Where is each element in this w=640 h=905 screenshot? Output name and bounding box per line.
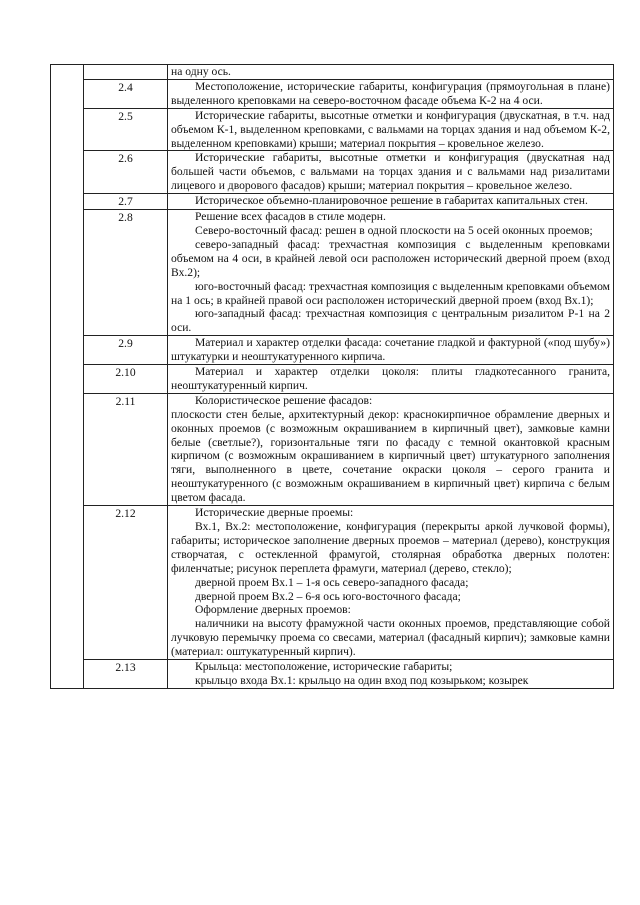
item-paragraph: Крыльца: местоположение, исторические габариты; <box>195 660 453 674</box>
item-paragraph: Материал и характер отделки фасада: сочетание гладкой и фактурной («под шубу») штукатурки и неоштукатуренного кирпича. <box>171 336 610 364</box>
item-description <box>168 194 614 210</box>
item-paragraph: Колористическое решение фасадов: <box>195 393 373 407</box>
item-number: 2.9 <box>84 336 168 365</box>
item-paragraph: Исторические габариты, высотные отметки и конфигурация (двускатная, в т.ч. над объемом К-1, выделенном креповками, с вальмами на торцах здания и над объемом К-2, выделенном креповками) крыши; материал покрытия – кровельное железо. <box>171 108 610 150</box>
item-paragraph: Исторические дверные проемы: <box>195 506 354 520</box>
item-description <box>168 336 614 365</box>
item-paragraph: Решение всех фасадов в стиле модерн. <box>195 210 386 224</box>
item-paragraph: юго-западный фасад: трехчастная композиция с центральным ризалитом Р-1 на 2 оси. <box>171 307 610 335</box>
table-row <box>51 393 614 505</box>
item-number: 2.7 <box>84 194 168 210</box>
table-row <box>51 151 614 194</box>
item-description <box>168 365 614 394</box>
item-paragraph: дверной проем Вх.1 – 1-я ось северо-западного фасада; <box>195 575 469 589</box>
table-row <box>51 660 614 689</box>
table-row <box>51 336 614 365</box>
item-paragraph: Историческое объемно-планировочное решение в габаритах капитальных стен. <box>195 194 588 208</box>
item-description <box>168 660 614 689</box>
item-paragraph: северо-западный фасад: трехчастная композиция с выделенным креповками объемом на 4 оси, в крайней левой оси расположен исторический дверной проем (вход Вх.2); <box>171 237 610 279</box>
item-number: 2.10 <box>84 365 168 394</box>
table-row <box>51 210 614 336</box>
item-number: 2.6 <box>84 151 168 194</box>
item-paragraph: Оформление дверных проемов: <box>195 603 351 617</box>
item-description <box>168 506 614 660</box>
item-paragraph: Местоположение, исторические габариты, конфигурация (прямоугольная в плане) выделенного креповками на северо-восточном фасаде объема К-2 на 4 оси. <box>171 79 610 107</box>
item-paragraph: плоскости стен белые, архитектурный декор: краснокирпичное обрамление дверных и оконных проемов (с возможным окрашиванием в кирпичный цвет), замковые камни белые (светлые?), горизонтальные тяги по фасаду с темной окантовкой красным кирпичом (с возможным окрашиванием в кирпичный цвет) штукатурного заполнения тяги, выполненного в цвете, сочетание окраски цоколя – серого гранита и неоштукатуренного (с возможным окрашиванием в кирпичный цвет) кирпича с белым цветом фасада. <box>171 407 610 505</box>
item-description <box>168 393 614 505</box>
table-row <box>51 194 614 210</box>
item-paragraph: дверной проем Вх.2 – 6-я ось юго-восточного фасада; <box>195 589 461 603</box>
item-number: 2.11 <box>84 393 168 505</box>
item-number: 2.13 <box>84 660 168 689</box>
item-description <box>168 210 614 336</box>
item-number <box>84 65 168 80</box>
item-number: 2.8 <box>84 210 168 336</box>
item-paragraph: Материал и характер отделки цоколя: плиты гладкотесанного гранита, неоштукатуренный кирпич. <box>171 365 610 392</box>
item-paragraph: Вх.1, Вх.2: местоположение, конфигурация (перекрыты аркой лучковой формы), габариты; историческое заполнение дверных проемов – материал (дерево), конструкция створчатая, с остекленной фрамугой, столярная обработка дверных полотен: филенчатые; рисунок переплета фрамуги, материал (дерево, стекло); <box>171 520 610 575</box>
item-description <box>168 65 614 80</box>
item-paragraph: Исторические габариты, высотные отметки и конфигурация (двускатная над большей части объемов, с вальмами на торцах здания и с вальмами над ризалитами лицевого и дворового фасадов) крыши; материал покрытия – кровельное железо. <box>171 151 610 193</box>
item-paragraph: на одну ось. <box>171 65 231 78</box>
item-number: 2.12 <box>84 506 168 660</box>
document-table <box>50 64 614 689</box>
item-paragraph: юго-восточный фасад: трехчастная композиция с выделенным креповками объемом на 1 ось; в крайней правой оси расположен исторический дверной проем (вход Вх.1); <box>171 279 610 307</box>
item-description <box>168 108 614 151</box>
table-row <box>51 79 614 108</box>
item-description <box>168 79 614 108</box>
item-paragraph: наличники на высоту фрамужной части оконных проемов, представляющие собой лучковую перемычку проема со свесами, материал (фасадный кирпич); замковые камни (материал: оштукатуренный кирпич). <box>171 617 610 659</box>
table-row <box>51 365 614 394</box>
table-row <box>51 108 614 151</box>
item-paragraph: Северо-восточный фасад: решен в одной плоскости на 5 осей оконных проемов; <box>195 223 593 237</box>
table-row <box>51 506 614 660</box>
item-description <box>168 151 614 194</box>
item-number: 2.4 <box>84 79 168 108</box>
table-cell-margin <box>51 65 84 689</box>
table-row <box>51 65 614 80</box>
item-number: 2.5 <box>84 108 168 151</box>
item-paragraph: крыльцо входа Вх.1: крыльцо на один вход под козырьком; козырек <box>195 673 529 687</box>
